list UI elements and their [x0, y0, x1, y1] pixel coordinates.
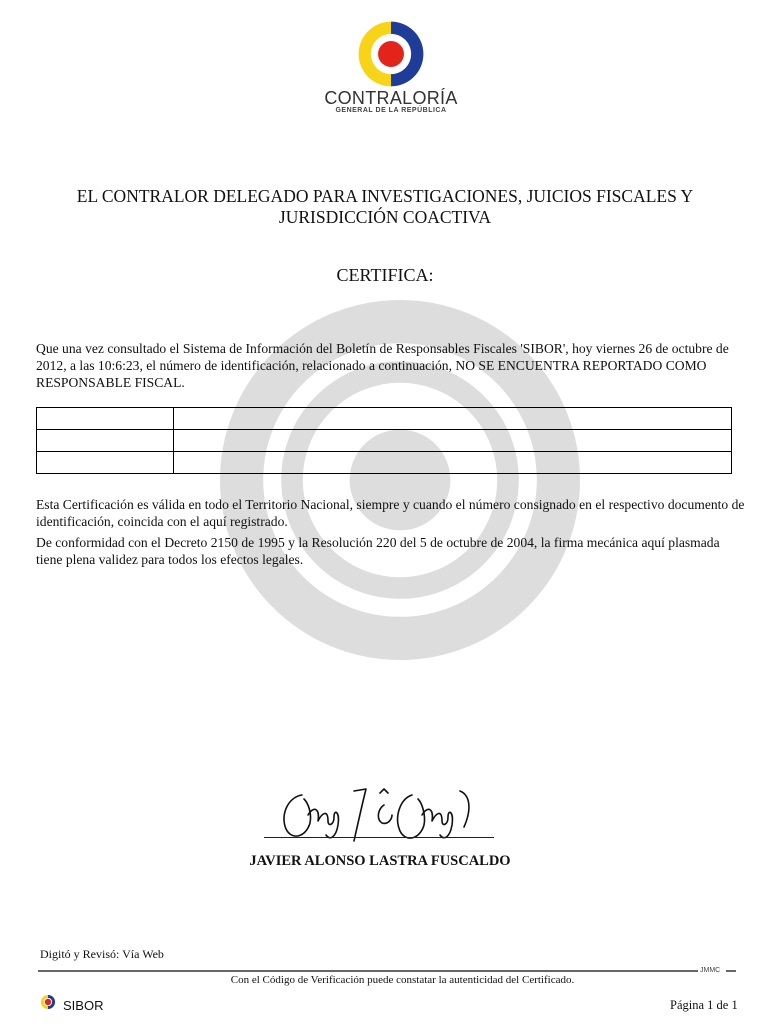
table-row — [37, 408, 732, 430]
table-cell — [37, 408, 174, 430]
table-row — [37, 452, 732, 474]
signature-line — [264, 837, 494, 838]
validity-paragraph: Esta Certificación es válida en todo el Territorio Nacional, siempre y cuando el número consignado en el respectivo documento de identificación, coincida con el aquí registrado. — [36, 497, 745, 529]
footer-divider — [38, 970, 698, 972]
verification-note: Con el Código de Verificación puede constatar la autenticidad del Certificado. — [230, 974, 575, 986]
sibor-logo-icon — [40, 994, 56, 1010]
signer-name: JAVIER ALONSO LASTRA FUSCALDO — [249, 853, 511, 869]
intro-paragraph: Que una vez consultado el Sistema de Información del Boletín de Responsables Fiscales 'SIBOR', hoy viernes 26 de octubre de 2012, a las 10:6:23, el número de identificación, relacionado a continuación, NO SE ENCUENTRA REPORTADO COMO RESPONSABLE FISCAL. — [36, 341, 729, 390]
table-cell — [174, 408, 732, 430]
page-number: Página 1 de 1 — [670, 998, 738, 1012]
table-row — [37, 430, 732, 452]
table-cell — [37, 452, 174, 474]
table-cell — [37, 430, 174, 452]
org-subtitle: GENERAL DE LA REPÚBLICA — [335, 107, 447, 114]
footer-divider-end — [726, 970, 736, 972]
typed-by-note: Digitó y Revisó: Vía Web — [40, 947, 164, 961]
certifica-heading: CERTIFICA: — [336, 265, 434, 285]
document-title: EL CONTRALOR DELEGADO PARA INVESTIGACIONES, JUICIOS FISCALES Y JURISDICCIÓN COACTIVA — [76, 186, 694, 227]
table-cell — [174, 452, 732, 474]
identification-table — [36, 407, 732, 474]
contraloria-logo — [355, 18, 427, 90]
org-name: CONTRALORÍA — [324, 88, 458, 108]
table-cell — [174, 430, 732, 452]
footer-code-mark: JMMC — [700, 967, 721, 974]
footer-brand: SIBOR — [63, 998, 104, 1013]
decree-paragraph: De conformidad con el Decreto 2150 de 1995 y la Resolución 220 del 5 de octubre de 2004, la firma mecánica aquí plasmada tiene plena validez para todos los efectos legales. — [36, 535, 720, 567]
